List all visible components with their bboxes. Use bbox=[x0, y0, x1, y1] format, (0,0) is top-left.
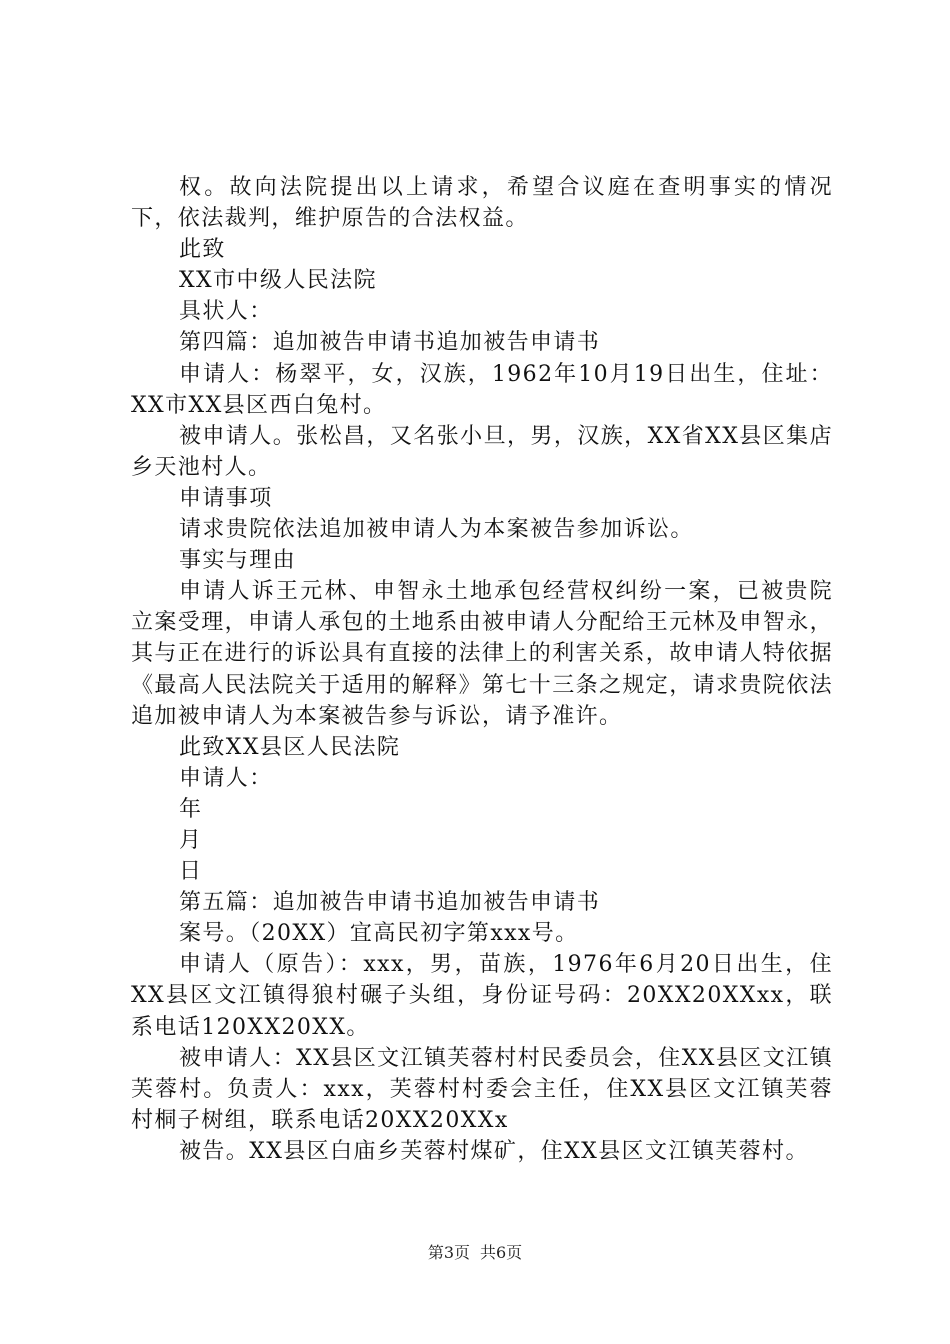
paragraph: 申请人（原告）：xxx，男，苗族，1976年6月20日出生，住XX县区文江镇得狼村碾子头组，身份证号码：20XX20XXxx，联系电话120XX20XX。 bbox=[131, 952, 833, 1040]
paragraph: 被申请人：XX县区文江镇芙蓉村村民委员会，住XX县区文江镇芙蓉村。负责人：xxx，芙蓉村村委会主任，住XX县区文江镇芙蓉村桐子树组，联系电话20XX20XXx bbox=[131, 1045, 833, 1133]
document-body bbox=[131, 172, 833, 1167]
paragraph: 权。故向法院提出以上请求，希望合议庭在查明事实的情况下，依法裁判，维护原告的合法权益。 bbox=[131, 175, 833, 232]
section-heading: 第五篇：追加被告申请书追加被告申请书 bbox=[179, 890, 601, 916]
paragraph: 此致XX县区人民法院 bbox=[179, 734, 401, 760]
paragraph: 年 bbox=[179, 796, 203, 822]
page-total: 共6页 bbox=[480, 1243, 523, 1262]
paragraph: 事实与理由 bbox=[179, 548, 297, 574]
paragraph: XX市中级人民法院 bbox=[179, 268, 377, 294]
paragraph: 申请事项 bbox=[179, 485, 273, 511]
paragraph: 申请人：杨翠平，女，汉族，1962年10月19日出生，住址：XX市XX县区西白兔村。 bbox=[131, 361, 833, 418]
page-number: 第3页 bbox=[427, 1243, 470, 1262]
paragraph: 日 bbox=[179, 859, 203, 885]
paragraph: 案号。（20XX）宜高民初字第xxx号。 bbox=[179, 921, 579, 947]
paragraph: 此致 bbox=[179, 237, 226, 263]
section-heading: 第四篇：追加被告申请书追加被告申请书 bbox=[179, 330, 601, 356]
paragraph: 申请人： bbox=[179, 765, 273, 791]
paragraph: 具状人： bbox=[179, 299, 273, 325]
paragraph: 请求贵院依法追加被申请人为本案被告参加诉讼。 bbox=[179, 517, 694, 543]
paragraph: 被申请人。张松昌，又名张小旦，男，汉族，XX省XX县区集店乡天池村人。 bbox=[131, 423, 833, 480]
paragraph: 月 bbox=[179, 827, 203, 853]
page-footer bbox=[0, 1240, 950, 1263]
paragraph: 申请人诉王元林、申智永土地承包经营权纠纷一案，已被贵院立案受理，申请人承包的土地系由被申请人分配给王元林及申智永，其与正在进行的诉讼具有直接的法律上的利害关系，故申请人特依据《最高人民法院关于适用的解释》第七十三条之规定，请求贵院依法追加被申请人为本案被告参与诉讼，请予准许。 bbox=[131, 579, 834, 729]
paragraph: 被告。XX县区白庙乡芙蓉村煤矿，住XX县区文江镇芙蓉村。 bbox=[179, 1138, 809, 1164]
